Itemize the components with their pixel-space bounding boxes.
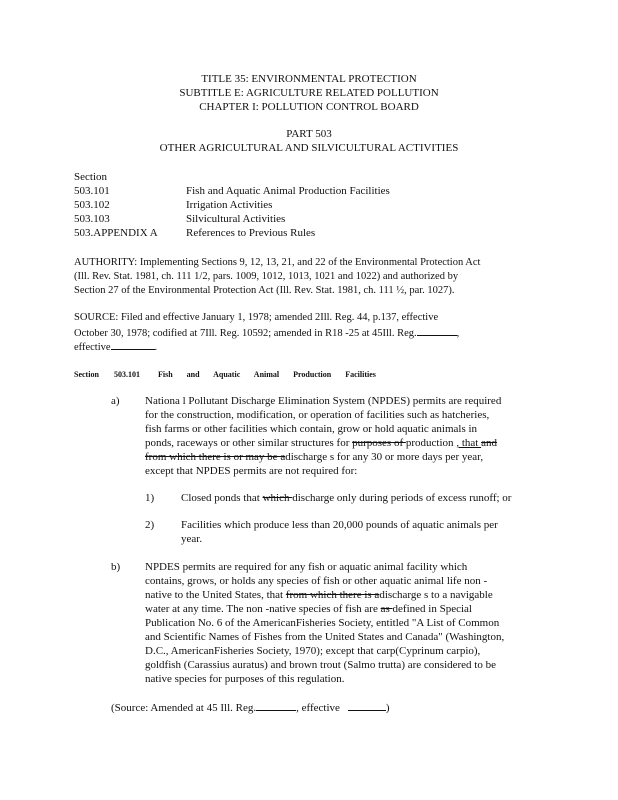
item-2-line-2: year. [181,533,203,545]
part-title-line: OTHER AGRICULTURAL AND SILVICULTURAL ACTIVITIES [159,142,459,154]
toc-num-3: 503.103 [74,213,110,225]
source-line-3: effective . [74,339,157,354]
para-b-line-6: and Scientific Names of Fishes from the United States and Canada" (Washington, [145,631,505,643]
para-a-line-4: ponds, raceways or other similar structures for purposes of production , that and [145,437,497,449]
para-b-line-1: NPDES permits are required for any fish or aquatic animal facility which [145,561,468,573]
toc-num-4: 503.APPENDIX A [74,227,158,239]
title-line: TITLE 35: ENVIRONMENTAL PROTECTION [201,73,417,85]
para-b-line-5: Publication No. 6 of the AmericanFisheries Society, entitled "A List of Common [145,617,500,629]
toc-heading: Section [74,171,107,183]
para-b-line-7: D.C., AmericanFisheries Society, 1970); except that carp(Cyprinum carpio), [145,645,481,657]
item-2-line-1: Facilities which produce less than 20,000 pounds of aquatic animals per [181,519,498,531]
deleted-text: which [262,492,293,504]
para-a-line-5: from which there is or may be adischarge s for any 30 or more days per year, [145,451,484,463]
toc-title-1: Fish and Aquatic Animal Production Facilities [186,185,390,197]
authority-line-3: Section 27 of the Environmental Protection Act (Ill. Rev. Stat. 1981, ch. 111 ½, par. 1027). [74,285,455,296]
source-line-1: SOURCE: Filed and effective January 1, 1978; amended 2Ill. Reg. 44, p.137, effective [74,312,439,323]
para-a-line-2: for the construction, modification, or operation of facilities such as hatcheries, [145,409,490,421]
section-label: Section [74,370,99,379]
deleted-text: purposes of [352,437,406,449]
toc-title-3: Silvicultural Activities [186,213,286,225]
deleted-text: from which there is or may be a [145,451,286,463]
toc-num-2: 503.102 [74,199,110,211]
deleted-text: and [481,437,497,449]
toc-title-2: Irrigation Activities [186,199,273,211]
para-a-line-6: except that NPDES permits are not required for: [145,465,358,477]
chapter-line: CHAPTER I: POLLUTION CONTROL BOARD [199,101,419,113]
para-b-label: b) [111,561,121,573]
source-note: (Source: Amended at 45 Ill. Reg. , effective ) [111,702,390,714]
part-line: PART 503 [286,128,332,140]
authority-line-2: (Ill. Rev. Stat. 1981, ch. 111 1/2, pars. 1009, 1012, 1013, 1021 and 1022) and authorized by [74,271,459,282]
section-number: 503.101 [114,370,140,379]
deleted-text: from which there is a [285,589,380,601]
item-2-label: 2) [145,519,155,531]
para-b-line-4: water at any time. The non -native species of fish are as defined in Special [145,603,472,615]
para-b-line-8: goldfish (Carassius auratus) and brown trout (Salmo trutta) are considered to be [145,659,496,671]
subtitle-line: SUBTITLE E: AGRICULTURE RELATED POLLUTION [179,87,439,99]
para-b-line-9: native species for purposes of this regulation. [145,673,345,685]
toc-num-1: 503.101 [74,185,110,197]
para-a-label: a) [111,395,120,407]
item-1-label: 1) [145,492,155,504]
para-b-line-3: native to the United States, that from which there is adischarge s to a navigable [145,589,493,601]
section-title: Fish and Aquatic Animal Production Facilities [158,370,376,379]
item-1-text: Closed ponds that which discharge only during periods of excess runoff; or [181,492,512,504]
para-b-line-2: contains, grows, or holds any species of fish or other aquatic animal life non - [145,575,488,587]
para-a-line-1: Nationa l Pollutant Discharge Elimination System (NPDES) permits are required [145,395,502,407]
para-a-line-3: fish farms or other facilities which contain, grow or hold aquatic animals in [145,423,478,435]
toc-title-4: References to Previous Rules [186,227,316,239]
deleted-text: as [380,603,393,615]
source-line-2: October 30, 1978; codified at 7Ill. Reg. 10592; amended in R18 -25 at 45Ill. Reg. , [74,325,459,340]
authority-line-1: AUTHORITY: Implementing Sections 9, 12, 13, 21, and 22 of the Environmental Protection Act [74,257,481,268]
